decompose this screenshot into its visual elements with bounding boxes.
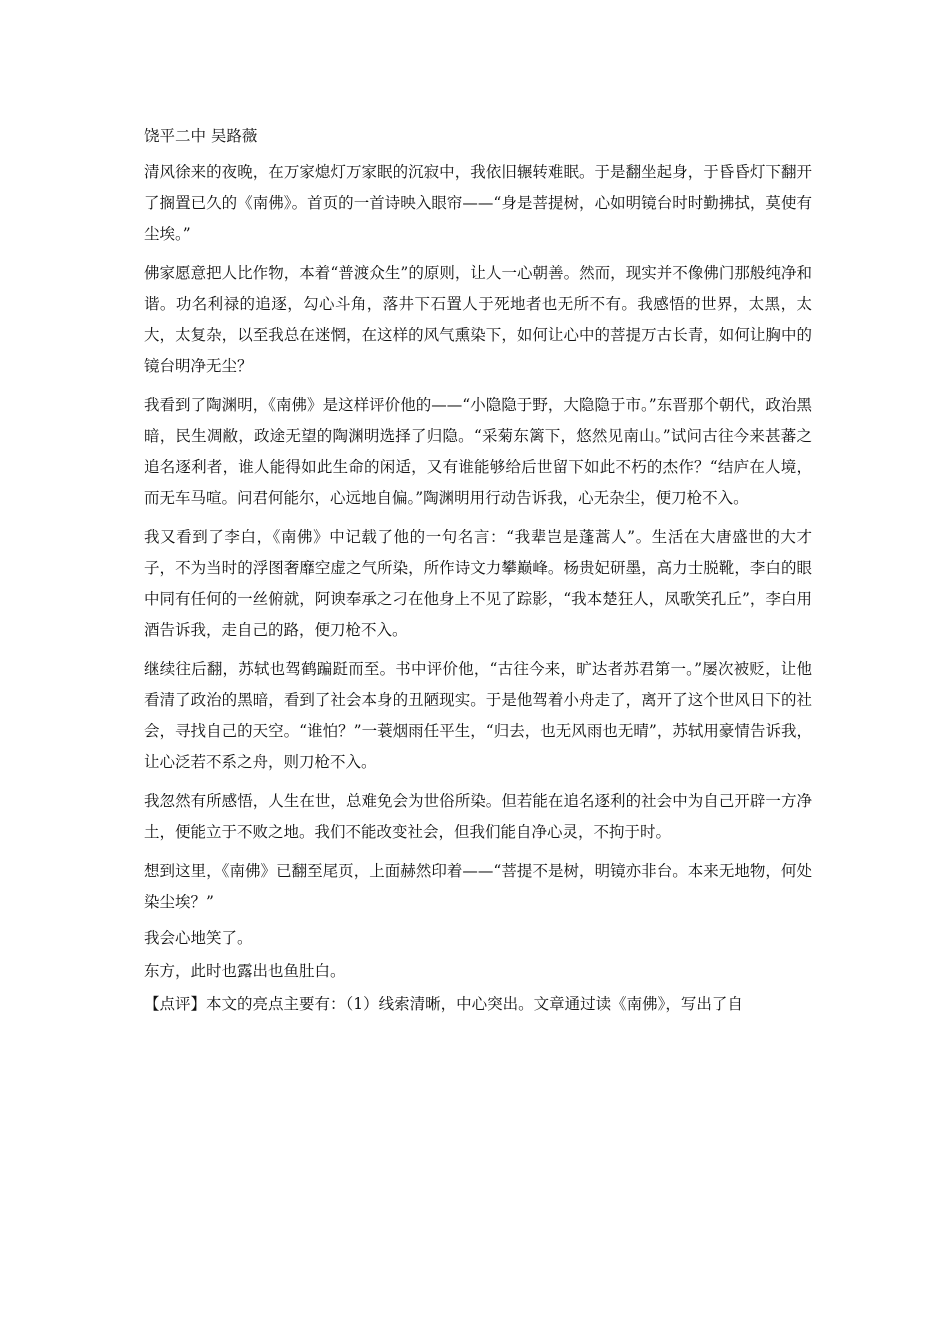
paragraph-6: 我忽然有所感悟，人生在世，总难免会为世俗所染。但若能在追名逐利的社会中为自己开辟一方净土，便能立于不败之地。我们不能改变社会，但我们能自净心灵，不拘于时。 — [144, 792, 812, 841]
document-page — [144, 124, 812, 1025]
paragraph-3: 我看到了陶渊明，《南佛》是这样评价他的——“小隐隐于野，大隐隐于市。”东晋那个朝代，政治黑暗，民生凋敝，政途无望的陶渊明选择了归隐。“采菊东篱下，悠然见南山。”试问古往今来甚蕃之追名逐利者，谁人能得如此生命的闲适，又有谁能够给后世留下如此不朽的杰作？“结庐在人境，而无车马喧。问君何能尔，心远地自偏。”陶渊明用行动告诉我，心无杂尘，便刀枪不入。 — [144, 396, 812, 507]
paragraph-9: 东方，此时也露出也鱼肚白。 — [144, 962, 346, 980]
paragraph-7: 想到这里，《南佛》已翻至尾页，上面赫然印着——“菩提不是树，明镜亦非台。本来无地物，何处染尘埃？” — [144, 862, 812, 911]
commentary-paragraph: 【点评】本文的亮点主要有：（1）线索清晰，中心突出。文章通过读《南佛》，写出了自 — [144, 995, 743, 1013]
paragraph-2: 佛家愿意把人比作物，本着“普渡众生”的原则，让人一心朝善。然而，现实并不像佛门那般纯净和谐。功名利禄的追逐，勾心斗角，落井下石置人于死地者也无所不有。我感悟的世界，太黑，太大，太复杂，以至我总在迷惘，在这样的风气熏染下，如何让心中的菩提万古长青，如何让胸中的镜台明净无尘？ — [144, 264, 812, 375]
paragraph-4: 我又看到了李白，《南佛》中记载了他的一句名言：“我辈岂是蓬蒿人”。生活在大唐盛世的大才子，不为当时的浮图奢靡空虚之气所染，所作诗文力攀巅峰。杨贵妃研墨，高力士脱靴，李白的眼中同有任何的一丝俯就，阿谀奉承之刁在他身上不见了踪影，“我本楚狂人，凤歌笑孔丘”，李白用酒告诉我，走自己的路，便刀枪不入。 — [144, 528, 812, 639]
paragraph-5: 继续往后翻，苏轼也驾鹤蹁跹而至。书中评价他，“古往今来，旷达者苏君第一。”屡次被贬，让他看清了政治的黑暗，看到了社会本身的丑陋现实。于是他驾着小舟走了，离开了这个世风日下的社会，寻找自己的天空。“谁怕？”一蓑烟雨任平生，“归去，也无风雨也无晴”，苏轼用豪情告诉我，让心泛若不系之舟，则刀枪不入。 — [144, 660, 812, 771]
author-line: 饶平二中 吴路薇 — [144, 127, 258, 145]
paragraph-8: 我会心地笑了。 — [144, 929, 253, 947]
paragraph-1: 清风徐来的夜晚，在万家熄灯万家眠的沉寂中，我依旧辗转难眠。于是翻坐起身，于昏昏灯下翻开了搁置已久的《南佛》。首页的一首诗映入眼帘——“身是菩提树，心如明镜台时时勤拂拭，莫使有尘埃。” — [144, 163, 812, 243]
